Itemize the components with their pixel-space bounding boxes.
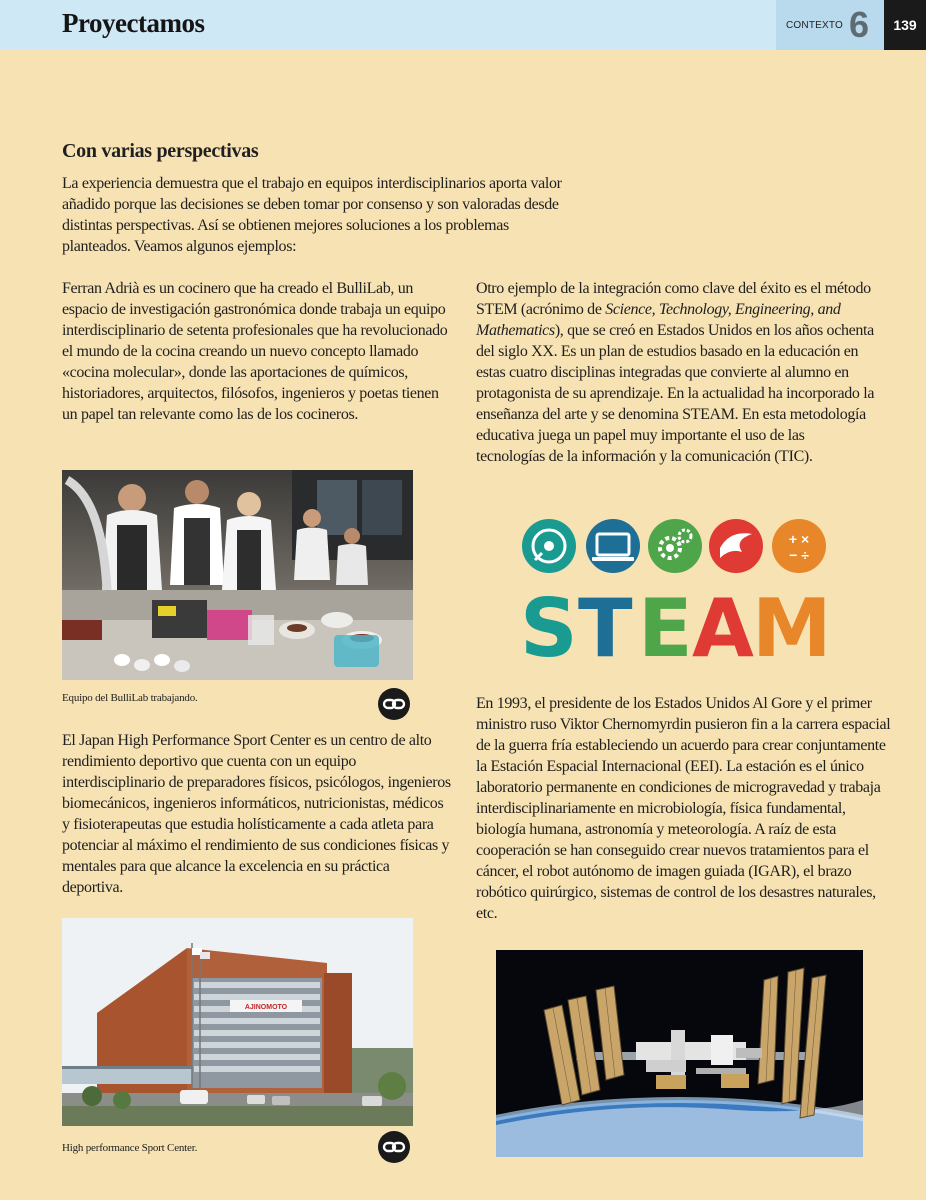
space-station-illustration xyxy=(496,950,863,1157)
kitchen-illustration xyxy=(62,470,413,680)
intro-paragraph: La experiencia demuestra que el trabajo en equipos interdisciplinarios aporta valor añadido porque las decisiones se deben tomar por consenso y son valoradas desde distintas perspectivas. Así se obtienen mejores soluciones a los problemas planteados. Veamos algunos ejemplos: xyxy=(62,175,562,255)
steam-logo xyxy=(520,518,830,660)
building-sign: AJINOMOTO xyxy=(244,1004,288,1011)
japan-paragraph: El Japan High Performance Sport Center es un centro de alto rendimiento deportivo que cuenta con un equipo interdisciplinario de preparadores físicos, psicólogos, ingenieros biomecánicos, ingenieros informáticos, nutricionistas, médicos y fisioterapeutas que estudia holísticamente a cada atleta para potenciar al máximo el rendimiento de sus condiciones físicas y mentales para que alcance la excelencia en su práctica deportiva. xyxy=(62,732,451,896)
gears-icon xyxy=(648,519,702,573)
page-number-box xyxy=(884,0,926,50)
art-icon xyxy=(709,519,763,573)
sport-center-photo xyxy=(62,918,413,1126)
context-box xyxy=(776,0,884,50)
stem-text-after: ), que se creó en Estados Unidos en los años ochenta del siglo XX. Es un plan de estudios basado en la educación en estas cuatro disciplinas integradas que convierte al alumno en protagonista de su aprendizaje. En la actualidad ha incorporado la enseñanza del arte y se denomina STEAM. En esta metodología educativa juega un papel muy importante el uso de las tecnologías de la información y la comunicación (TIC). xyxy=(476,322,875,465)
page-header xyxy=(0,0,926,50)
iss-paragraph: En 1993, el presidente de los Estados Unidos Al Gore y el primer ministro ruso Viktor Chernomyrdin pusieron fin a la carrera espacial de la guerra fría estableciendo un acuerdo para crear conjuntamente la Estación Espacial Internacional (EEI). La estación es el único laboratorio permanente en condiciones de microgravedad y trabaja interdisciplinariamente en microbiología, física fundamental, biología humana, astronomía y meteorología. A raíz de esta cooperación se han conseguido crear nuevos tratamientos para el cáncer, el robot autónomo de imagen guiada (IGAR), el brazo robótico quirúrgico, sistemas de control de los desastres naturales, etc. xyxy=(476,695,891,922)
header-title: Proyectamos xyxy=(62,8,205,38)
math-icon xyxy=(772,519,826,573)
steam-letter-s: S xyxy=(520,582,578,660)
steam-letter-m: M xyxy=(752,582,830,660)
sport-center-caption: High performance Sport Center. xyxy=(62,1142,198,1154)
context-label: CONTEXTO xyxy=(786,20,843,31)
page-number: 139 xyxy=(893,17,917,33)
steam-letter-t: T xyxy=(578,582,633,660)
link-icon[interactable] xyxy=(378,1131,410,1163)
science-icon xyxy=(522,519,576,573)
bullilab-photo xyxy=(62,470,413,680)
stem-text-before: Otro ejemplo de la integración como clave del éxito es el método STEM (acrónimo de xyxy=(476,280,871,318)
stem-paragraph xyxy=(476,278,876,467)
steam-letter-a: A xyxy=(692,582,754,660)
bullilab-caption: Equipo del BulliLab trabajando. xyxy=(62,692,198,704)
unit-number: 6 xyxy=(849,4,870,45)
section-title: Con varias perspectivas xyxy=(62,140,259,162)
svg-text:− ÷: − ÷ xyxy=(789,547,809,563)
link-icon[interactable] xyxy=(378,688,410,720)
svg-text:+ ×: + × xyxy=(788,531,810,547)
iss-photo xyxy=(496,950,863,1157)
adria-paragraph: Ferran Adrià es un cocinero que ha creado el BulliLab, un espacio de investigación gastronómica donde trabaja un equipo interdisciplinario de setenta profesionales que ha revolucionado el mundo de la cocina creando un nuevo concepto llamado «cocina molecular», donde las aportaciones de químicos, historiadores, arquitectos, filósofos, ingenieros y poetas tienen un papel tan relevante como las de los cocineros. xyxy=(62,280,448,423)
building-illustration xyxy=(62,918,413,1126)
computer-icon xyxy=(586,519,640,573)
stem-text-italic: Science, Technology, Engineering, and Mathematics xyxy=(476,301,841,339)
steam-letter-e: E xyxy=(638,582,693,660)
